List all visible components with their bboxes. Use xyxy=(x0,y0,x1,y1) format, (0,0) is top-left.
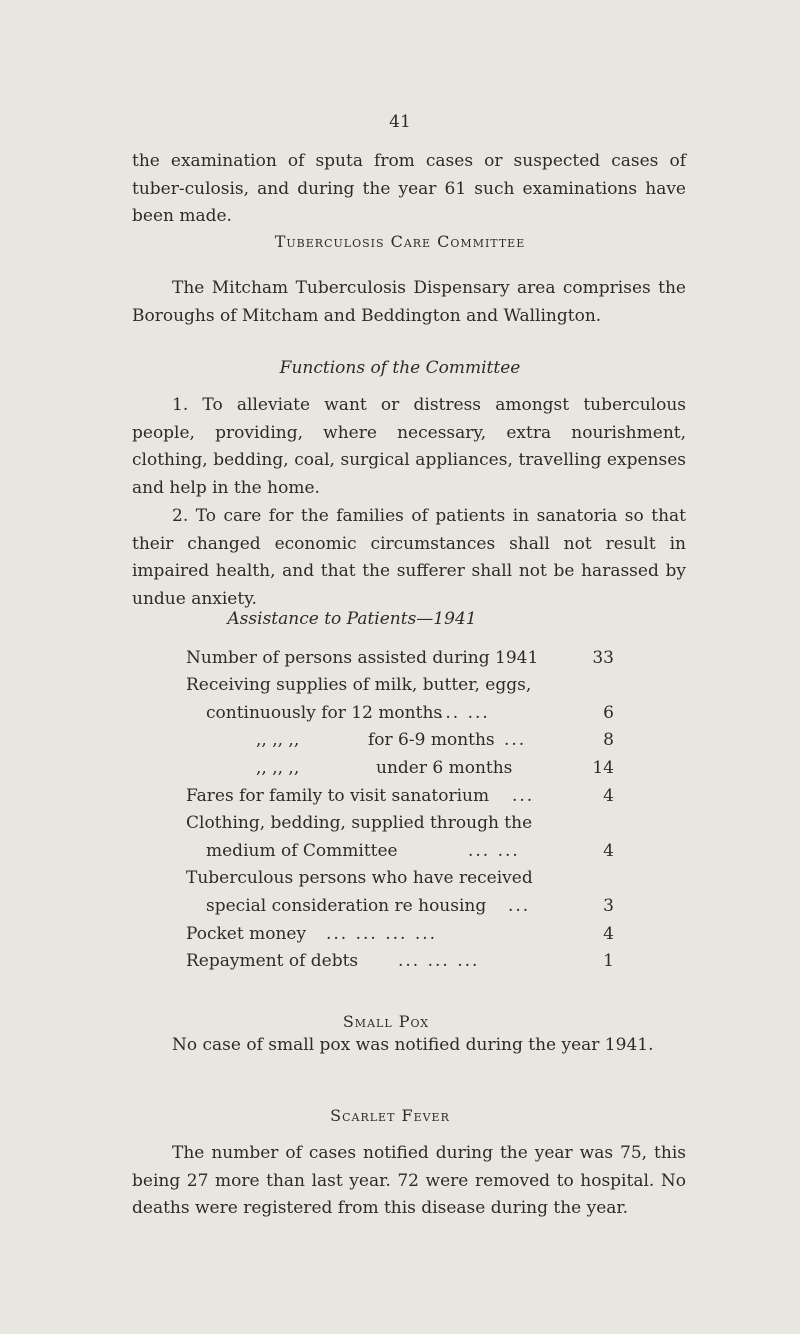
row-label: Tuberculous persons who have received xyxy=(186,868,533,888)
row-value: 6 xyxy=(603,703,614,723)
functions-heading: Functions of the Committee xyxy=(279,358,521,378)
leader-dots: ... ... ... ... xyxy=(326,924,438,944)
row-value: 1 xyxy=(603,951,614,971)
row-label: Number of persons assisted during 1941 xyxy=(186,648,539,668)
scarlet-fever-paragraph: The number of cases notified during the year was 75, this being 27 more than last year. 72 were removed to hospital. No deaths were registered from this disease during the year. xyxy=(132,1143,686,1218)
assistance-heading: Assistance to Patients—1941 xyxy=(227,609,477,629)
page-number: 41 xyxy=(389,112,411,132)
row-value: 33 xyxy=(592,648,614,668)
row-label: Fares for family to visit sanatorium xyxy=(186,786,490,806)
tb-committee-paragraph: The Mitcham Tuberculosis Dispensary area comprises the Boroughs of Mitcham and Beddington and Wallington. xyxy=(132,278,686,326)
small-pox-heading: Small Pox xyxy=(342,1012,430,1031)
row-value: 4 xyxy=(603,841,614,861)
intro-paragraph: the examination of sputa from cases or suspected cases of tuber-culosis, and during the year 61 such examinations have been made. xyxy=(132,151,686,226)
row-value: 3 xyxy=(603,896,614,916)
row-label: medium of Committee xyxy=(206,841,398,861)
row-value: 8 xyxy=(603,730,614,750)
row-label: for 6-9 months xyxy=(368,730,495,750)
small-pox-paragraph: No case of small pox was notified during the year 1941. xyxy=(172,1035,654,1055)
row-label: special consideration re housing xyxy=(206,896,487,916)
leader-dots: ... ... xyxy=(468,841,520,861)
leader-dots: ... ... ... xyxy=(398,951,480,971)
row-value: 4 xyxy=(603,786,614,806)
row-label: Repayment of debts xyxy=(186,951,359,971)
row-label: Receiving supplies of milk, butter, eggs, xyxy=(186,675,532,695)
ditto-marks: ,, ,, ,, xyxy=(256,730,300,750)
row-value: 14 xyxy=(592,758,614,778)
row-label: Clothing, bedding, supplied through the xyxy=(186,813,533,833)
scarlet-fever-heading: Scarlet Fever xyxy=(330,1106,450,1125)
ditto-marks: ,, ,, ,, xyxy=(256,758,300,778)
leader-dots: ... xyxy=(512,786,535,806)
row-label: under 6 months xyxy=(376,758,513,778)
row-label: continuously for 12 months xyxy=(206,703,443,723)
functions-item-2: 2. To care for the families of patients in sanatoria so that their changed economic circumstances shall not result in impaired health, and that the sufferer shall not be harassed by undue anxiety. xyxy=(132,506,686,609)
functions-item-1: 1. To alleviate want or distress amongst tuberculous people, providing, where necessary, extra nourishment, clothing, bedding, coal, surgical appliances, travelling expenses and help in the home. xyxy=(132,395,686,498)
row-value: 4 xyxy=(603,924,614,944)
tb-committee-heading: Tuberculosis Care Committee xyxy=(274,232,526,251)
leader-dots: ... xyxy=(504,730,527,750)
row-label: Pocket money xyxy=(186,924,307,944)
leader-dots: ... ... xyxy=(438,703,490,723)
leader-dots: ... xyxy=(508,896,531,916)
